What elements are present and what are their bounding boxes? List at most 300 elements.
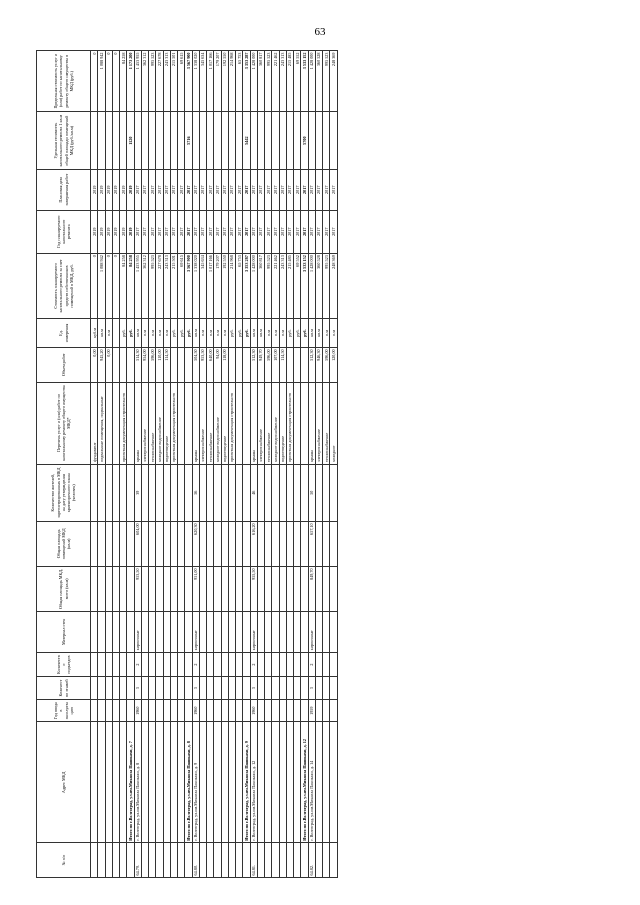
table-cell: руб. xyxy=(286,319,293,348)
table-cell xyxy=(301,652,308,677)
table-cell xyxy=(98,464,105,521)
table-cell: 1 088 942 xyxy=(98,51,105,112)
table-cell xyxy=(315,566,322,611)
table-cell: 514,30 xyxy=(134,347,141,382)
table-cell xyxy=(265,699,272,722)
table-cell xyxy=(105,382,112,464)
table-cell xyxy=(265,112,272,169)
table-cell: крыша xyxy=(308,382,315,464)
table-cell xyxy=(91,699,98,722)
table-cell: п.м xyxy=(207,319,214,348)
table-cell xyxy=(301,464,308,521)
table-cell xyxy=(294,347,301,382)
table-cell xyxy=(207,843,214,878)
table-cell: 1 428 000 xyxy=(308,253,315,319)
table-cell xyxy=(243,382,250,464)
table-cell: 604,00 xyxy=(134,521,141,566)
table-cell: 221 462 xyxy=(272,51,279,112)
table-cell xyxy=(236,677,243,700)
table-cell xyxy=(127,521,134,566)
table-cell xyxy=(265,677,272,700)
table-cell: 504,50 xyxy=(192,347,199,382)
table-cell xyxy=(163,464,170,521)
table-cell xyxy=(214,521,221,566)
table-cell: руб. xyxy=(236,319,243,348)
table-cell xyxy=(323,699,330,722)
table-cell xyxy=(207,722,214,843)
table-cell xyxy=(207,464,214,521)
table-cell: Итого по г.Волгоград, ул.им.Михаила Паникахи, д. 12 xyxy=(301,722,308,843)
table-cell xyxy=(286,566,293,611)
column-header: Количество подъездов xyxy=(37,652,91,677)
table-cell: 2017 xyxy=(272,210,279,253)
table-cell: 0,00 xyxy=(105,347,112,382)
table-cell: 2019 xyxy=(112,169,119,210)
table-cell: крыша xyxy=(250,382,257,464)
table-cell: 2017 xyxy=(214,169,221,210)
table-cell: г. Волгоград, ул.им.Михаила Паникахи, д. 12 xyxy=(250,722,257,843)
table-row xyxy=(214,51,221,878)
table-cell xyxy=(185,347,192,382)
table-cell xyxy=(214,611,221,652)
table-cell xyxy=(149,843,156,878)
table-cell xyxy=(149,521,156,566)
table-row xyxy=(236,51,243,878)
table-cell xyxy=(257,722,264,843)
table-cell xyxy=(120,566,127,611)
table-cell: 2017 xyxy=(228,169,235,210)
table-cell xyxy=(91,464,98,521)
table-cell: руб. xyxy=(294,319,301,348)
table-row xyxy=(308,51,315,878)
table-cell: 69 615 xyxy=(178,253,185,319)
table-cell xyxy=(221,843,228,878)
table-cell xyxy=(91,652,98,677)
table-cell xyxy=(120,611,127,652)
table-cell xyxy=(265,521,272,566)
table-cell xyxy=(141,722,148,843)
table-cell xyxy=(301,677,308,700)
table-cell xyxy=(112,566,119,611)
table-cell xyxy=(199,677,206,700)
table-cell: 215 485 xyxy=(286,253,293,319)
table-cell xyxy=(178,566,185,611)
table-cell xyxy=(178,347,185,382)
table-cell xyxy=(330,699,337,722)
table-cell: 2017 xyxy=(185,210,192,253)
table-cell xyxy=(228,566,235,611)
table-cell xyxy=(170,521,177,566)
table-cell xyxy=(163,611,170,652)
table-cell xyxy=(286,611,293,652)
table-cell: проектная документация строительств xyxy=(120,382,127,464)
table-cell xyxy=(149,722,156,843)
table-cell xyxy=(156,566,163,611)
table-cell: руб. xyxy=(178,319,185,348)
table-cell xyxy=(185,464,192,521)
table-body xyxy=(91,51,338,878)
table-cell xyxy=(170,112,177,169)
table-cell xyxy=(207,566,214,611)
table-cell xyxy=(156,112,163,169)
table-cell xyxy=(214,677,221,700)
table-cell xyxy=(199,652,206,677)
table-cell xyxy=(279,112,286,169)
table-cell xyxy=(199,566,206,611)
table-cell: 596,00 xyxy=(265,347,272,382)
table-cell: 1 453 955 xyxy=(134,51,141,112)
table-row xyxy=(105,51,112,878)
table-cell: 949,70 xyxy=(257,347,264,382)
table-cell: 2017 xyxy=(236,210,243,253)
table-cell xyxy=(214,843,221,878)
table-cell: кв.м xyxy=(315,319,322,348)
table-cell: 39 xyxy=(134,464,141,521)
table-cell: 215 485 xyxy=(286,51,293,112)
table-cell xyxy=(294,112,301,169)
table-cell: 596,00 xyxy=(323,347,330,382)
table-cell xyxy=(91,112,98,169)
table-cell xyxy=(112,843,119,878)
table-cell: 2 xyxy=(250,652,257,677)
table-row xyxy=(221,51,228,878)
table-cell: 2017 xyxy=(330,210,337,253)
table-cell: 2017 xyxy=(315,210,322,253)
table-cell xyxy=(120,699,127,722)
table-cell xyxy=(265,464,272,521)
table-cell xyxy=(98,611,105,652)
table-cell: 955,50 xyxy=(250,566,257,611)
table-cell xyxy=(214,699,221,722)
table-cell xyxy=(91,722,98,843)
table-cell xyxy=(120,843,127,878)
table-cell xyxy=(91,611,98,652)
table-cell xyxy=(214,722,221,843)
column-header: Общая площадь помещений МКД (кв.м) xyxy=(37,521,91,566)
table-cell xyxy=(236,843,243,878)
table-cell xyxy=(228,521,235,566)
table-cell xyxy=(199,464,206,521)
table-cell: 64.82. xyxy=(308,843,315,878)
table-cell: 360 817 xyxy=(257,51,264,112)
table-cell xyxy=(98,677,105,700)
table-cell xyxy=(105,652,112,677)
table-cell: 2 xyxy=(192,652,199,677)
table-cell: холодное водоснабжение xyxy=(214,382,221,464)
table-cell: кв.м xyxy=(257,319,264,348)
table-cell xyxy=(105,677,112,700)
table-cell: 2019 xyxy=(91,210,98,253)
table-cell xyxy=(112,722,119,843)
table-cell xyxy=(178,677,185,700)
table-cell: 657,10 xyxy=(308,521,315,566)
table-cell: 2 xyxy=(134,652,141,677)
table-cell xyxy=(178,652,185,677)
table-cell xyxy=(323,566,330,611)
table-cell: 616,20 xyxy=(250,521,257,566)
table-total-row xyxy=(301,51,308,878)
table-cell: крыша xyxy=(192,382,199,464)
table-cell xyxy=(301,843,308,878)
table-cell: 2019 xyxy=(120,169,127,210)
table-cell: 1 428 000 xyxy=(250,51,257,112)
table-cell xyxy=(294,652,301,677)
table-cell xyxy=(272,677,279,700)
table-cell xyxy=(279,699,286,722)
column-header: Количество жителей, зарегистрированных в МКД на дату утверждения краткосрочного плана (человек) xyxy=(37,464,91,521)
table-cell xyxy=(149,112,156,169)
table-cell xyxy=(323,112,330,169)
table-cell: 69 615 xyxy=(178,51,185,112)
table-cell: 2017 xyxy=(170,210,177,253)
table-cell xyxy=(112,699,119,722)
table-cell xyxy=(163,112,170,169)
table-cell xyxy=(214,566,221,611)
table-cell xyxy=(207,611,214,652)
table-cell xyxy=(279,464,286,521)
table-cell: 2017 xyxy=(308,169,315,210)
table-row xyxy=(192,51,199,878)
table-cell xyxy=(265,722,272,843)
table-cell xyxy=(228,722,235,843)
table-cell xyxy=(228,699,235,722)
table-row xyxy=(323,51,330,878)
table-cell xyxy=(243,521,250,566)
table-cell xyxy=(170,699,177,722)
table-cell xyxy=(207,521,214,566)
table-cell xyxy=(279,611,286,652)
table-cell: 2017 xyxy=(156,169,163,210)
table-cell: подвальные помещения, подвальные xyxy=(98,382,105,464)
table-cell xyxy=(330,652,337,677)
table-cell xyxy=(178,722,185,843)
table-cell xyxy=(120,112,127,169)
table-cell xyxy=(257,677,264,700)
table-cell xyxy=(185,652,192,677)
table-cell: кв.м xyxy=(134,319,141,348)
table-cell: г. Волгоград, ул.им.Михаила Паникахи, д. 14 xyxy=(308,722,315,843)
table-cell: 69 552 xyxy=(294,253,301,319)
table-cell: 2019 xyxy=(98,169,105,210)
table-cell: п.м xyxy=(105,319,112,348)
table-cell xyxy=(243,677,250,700)
table-cell: 946,30 xyxy=(315,347,322,382)
table-cell: 248 369 xyxy=(330,253,337,319)
table-cell xyxy=(272,566,279,611)
table-cell: 2017 xyxy=(134,210,141,253)
table-cell: 2017 xyxy=(178,210,185,253)
table-cell xyxy=(141,112,148,169)
table-cell xyxy=(272,611,279,652)
table-cell: электроснабжение xyxy=(315,382,322,464)
table-cell: 1120 xyxy=(127,112,134,169)
table-cell xyxy=(221,611,228,652)
table-cell xyxy=(207,112,214,169)
table-row xyxy=(257,51,264,878)
table-cell xyxy=(265,611,272,652)
table-cell: 2017 xyxy=(199,210,206,253)
table-cell: руб. xyxy=(243,319,250,348)
table-cell: 227 678 xyxy=(156,51,163,112)
table-header-row xyxy=(37,51,91,878)
table-cell: 3 567 900 xyxy=(185,253,192,319)
table-cell: 995 523 xyxy=(149,253,156,319)
table-cell xyxy=(105,464,112,521)
table-cell xyxy=(105,699,112,722)
column-header: Перечень услуг и (или) работ по капитальному ремонту общего имущества МКД* xyxy=(37,382,91,464)
table-cell xyxy=(199,699,206,722)
table-cell xyxy=(286,843,293,878)
table-cell: кирпичные xyxy=(134,611,141,652)
table-row xyxy=(178,51,185,878)
table-cell xyxy=(308,112,315,169)
table-cell xyxy=(134,112,141,169)
table-cell xyxy=(257,611,264,652)
table-cell xyxy=(286,652,293,677)
table-cell xyxy=(315,464,322,521)
table-cell: 94,00 xyxy=(214,347,221,382)
table-cell xyxy=(286,347,293,382)
table-cell xyxy=(330,722,337,843)
table-cell: фундамент xyxy=(91,382,98,464)
table-cell xyxy=(185,843,192,878)
table-cell: 179 207 xyxy=(214,51,221,112)
table-cell xyxy=(141,566,148,611)
table-cell: 2017 xyxy=(163,210,170,253)
table-cell: руб. xyxy=(170,319,177,348)
table-cell xyxy=(127,382,134,464)
table-cell: электроснабжение xyxy=(141,382,148,464)
table-cell: 0 xyxy=(91,253,98,319)
table-cell xyxy=(156,699,163,722)
table-cell: п.м xyxy=(199,319,206,348)
table-cell: п.м xyxy=(272,319,279,348)
table-cell xyxy=(98,112,105,169)
capital-repair-table xyxy=(36,50,338,878)
table-cell xyxy=(228,843,235,878)
table-cell: теплоснабжение xyxy=(149,382,156,464)
table-cell xyxy=(156,843,163,878)
table-cell xyxy=(221,699,228,722)
table-cell: 620,30 xyxy=(192,521,199,566)
table-cell: 1960 xyxy=(250,699,257,722)
table-row xyxy=(228,51,235,878)
table-cell xyxy=(236,611,243,652)
table-cell: электроснабжение xyxy=(199,382,206,464)
table-cell: п.м xyxy=(221,319,228,348)
table-cell: 2017 xyxy=(301,210,308,253)
table-cell: 114,50 xyxy=(279,347,286,382)
table-cell xyxy=(207,652,214,677)
table-cell xyxy=(221,722,228,843)
table-cell xyxy=(185,382,192,464)
table-cell: 5442 xyxy=(243,112,250,169)
table-row xyxy=(91,51,98,878)
table-cell: 1 017 166 xyxy=(207,253,214,319)
table-cell xyxy=(98,843,105,878)
table-cell xyxy=(214,652,221,677)
table-cell xyxy=(141,677,148,700)
table-cell xyxy=(112,521,119,566)
table-cell xyxy=(149,652,156,677)
table-cell: 2019 xyxy=(105,169,112,210)
table-cell xyxy=(112,347,119,382)
table-cell xyxy=(178,112,185,169)
table-cell xyxy=(315,677,322,700)
table-cell xyxy=(105,521,112,566)
table-cell: 2017 xyxy=(149,169,156,210)
table-cell xyxy=(301,521,308,566)
table-cell: руб. xyxy=(228,319,235,348)
table-cell: 0 xyxy=(112,51,119,112)
table-cell xyxy=(185,521,192,566)
table-cell xyxy=(221,677,228,700)
table-cell: 2017 xyxy=(243,169,250,210)
table-cell: 3 533 152 xyxy=(301,51,308,112)
table-cell xyxy=(98,566,105,611)
table-cell: 2017 xyxy=(221,210,228,253)
table-cell xyxy=(98,722,105,843)
table-cell xyxy=(163,566,170,611)
table-cell xyxy=(156,521,163,566)
table-cell xyxy=(112,382,119,464)
table-cell: 46 xyxy=(250,464,257,521)
table-cell xyxy=(192,112,199,169)
table-cell xyxy=(98,699,105,722)
table-cell xyxy=(301,566,308,611)
table-cell: 2017 xyxy=(221,169,228,210)
table-cell xyxy=(156,652,163,677)
table-cell xyxy=(178,699,185,722)
table-cell xyxy=(228,464,235,521)
table-cell xyxy=(105,611,112,652)
table-cell: 64.79. xyxy=(134,843,141,878)
table-cell xyxy=(286,722,293,843)
table-cell: 5700 xyxy=(301,112,308,169)
table-cell: 2017 xyxy=(294,169,301,210)
table-cell: 2017 xyxy=(250,169,257,210)
table-cell: п.м xyxy=(149,319,156,348)
table-cell xyxy=(243,652,250,677)
table-cell: 107,00 xyxy=(272,347,279,382)
table-cell xyxy=(105,722,112,843)
table-cell: Итого по г.Волгоград, ул.им.Михаила Паникахи, д. 7 xyxy=(127,722,134,843)
table-cell: п.м xyxy=(141,319,148,348)
table-cell: 995 523 xyxy=(323,51,330,112)
table-cell xyxy=(127,677,134,700)
table-cell: 243 313 xyxy=(279,51,286,112)
table-cell: 84 258 xyxy=(120,253,127,319)
table-row xyxy=(315,51,322,878)
table-cell: 110,00 xyxy=(156,347,163,382)
table-cell: 512,30 xyxy=(250,347,257,382)
table-cell xyxy=(105,112,112,169)
table-cell xyxy=(156,464,163,521)
table-cell xyxy=(228,677,235,700)
table-cell xyxy=(323,611,330,652)
table-cell: 215 501 xyxy=(170,51,177,112)
table-cell xyxy=(149,699,156,722)
column-header: Удельная стоимость капитального ремонта 1 кв.м общей площади помещений МКД (руб./кв.м) xyxy=(37,112,91,169)
table-cell xyxy=(141,652,148,677)
table-cell: 227 678 xyxy=(156,253,163,319)
table-cell xyxy=(228,611,235,652)
table-cell xyxy=(170,347,177,382)
table-cell: холодное водоснабжение xyxy=(156,382,163,464)
table-cell xyxy=(207,699,214,722)
table-cell xyxy=(330,611,337,652)
table-cell: 360 817 xyxy=(257,253,264,319)
